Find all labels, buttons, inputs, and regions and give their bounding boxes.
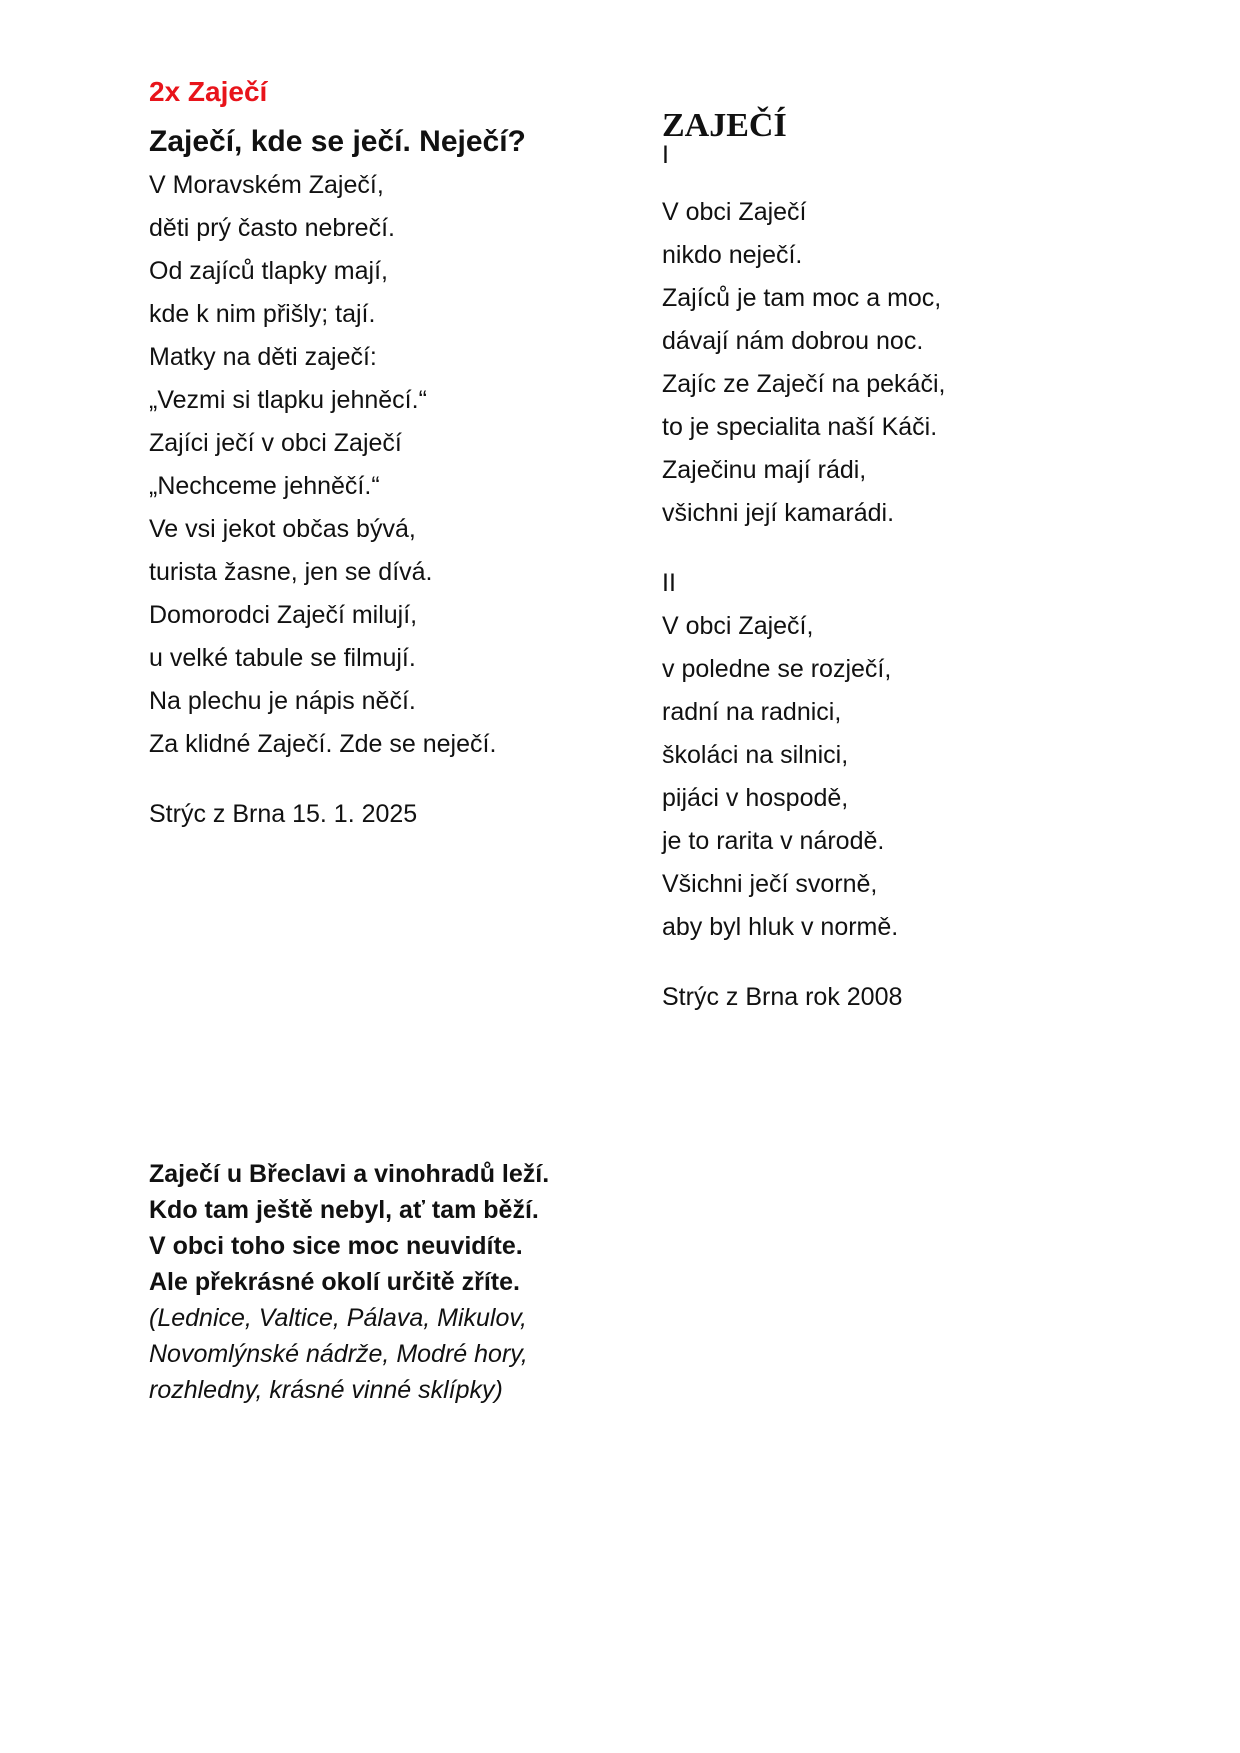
verse-line: Zajíc ze Zaječí na pekáči, <box>662 370 946 398</box>
poem-right <box>662 104 1122 1019</box>
verse-line: V obci Zaječí, <box>662 612 814 640</box>
verse-line: Zajíců je tam moc a moc, <box>662 284 942 312</box>
closing-line: Ale překrásné okolí určitě zříte. <box>149 1268 520 1296</box>
verse-line: Zajíci ječí v obci Zaječí <box>149 429 402 457</box>
stanza-gap <box>662 949 1122 976</box>
closing-note-line: (Lednice, Valtice, Pálava, Mikulov, <box>149 1304 527 1332</box>
verse-line: Ve vsi jekot občas bývá, <box>149 515 416 543</box>
verse-line: nikdo neječí. <box>662 241 803 269</box>
verse-line: děti prý často nebrečí. <box>149 214 395 242</box>
verse-line: Na plechu je nápis něčí. <box>149 687 416 715</box>
closing-line: Kdo tam ještě nebyl, ať tam běží. <box>149 1196 539 1224</box>
verse-line: aby byl hluk v normě. <box>662 913 899 941</box>
closing-line: V obci toho sice moc neuvidíte. <box>149 1232 523 1260</box>
poem-left-title: Zaječí, kde se ječí. Neječí? <box>149 125 526 158</box>
poem-left <box>149 120 619 836</box>
verse-line: dávají nám dobrou noc. <box>662 327 924 355</box>
closing-section <box>149 1156 749 1408</box>
stanza-gap <box>662 535 1122 562</box>
verse-line: Zaječinu mají rádi, <box>662 456 867 484</box>
closing-note-line: rozhledny, krásné vinné sklípky) <box>149 1376 503 1404</box>
verse-line: to je specialita naší Káči. <box>662 413 938 441</box>
closing-line: Zaječí u Břeclavi a vinohradů leží. <box>149 1160 550 1188</box>
poem-left-signature: Strýc z Brna 15. 1. 2025 <box>149 800 418 828</box>
verse-line: turista žasne, jen se dívá. <box>149 558 433 586</box>
verse-line: všichni její kamarádi. <box>662 499 895 527</box>
stanza-gap <box>149 766 619 793</box>
poem-right-title: ZAJEČÍ <box>662 107 787 144</box>
page-title: 2x Zaječí <box>149 76 268 107</box>
stanza-label: II <box>662 569 676 597</box>
verse-line: pijáci v hospodě, <box>662 784 849 812</box>
verse-line: V Moravském Zaječí, <box>149 171 384 199</box>
poem-right-signature: Strýc z Brna rok 2008 <box>662 983 903 1011</box>
verse-line: „Vezmi si tlapku jehněcí.“ <box>149 386 427 414</box>
verse-line: Od zajíců tlapky mají, <box>149 257 388 285</box>
verse-line: v poledne se rozječí, <box>662 655 892 683</box>
verse-line: radní na radnici, <box>662 698 842 726</box>
verse-line: Matky na děti zaječí: <box>149 343 377 371</box>
verse-line: u velké tabule se filmují. <box>149 644 416 672</box>
verse-line: školáci na silnici, <box>662 741 849 769</box>
verse-line: V obci Zaječí <box>662 198 807 226</box>
verse-line: kde k nim přišly; tají. <box>149 300 376 328</box>
stanza-label: I <box>662 141 669 169</box>
stanza-gap <box>662 177 1122 191</box>
closing-note-line: Novomlýnské nádrže, Modré hory, <box>149 1340 528 1368</box>
verse-line: „Nechceme jehněčí.“ <box>149 472 380 500</box>
verse-line: je to rarita v národě. <box>662 827 885 855</box>
verse-line: Domorodci Zaječí milují, <box>149 601 418 629</box>
verse-line: Za klidné Zaječí. Zde se neječí. <box>149 730 497 758</box>
verse-line: Všichni ječí svorně, <box>662 870 878 898</box>
